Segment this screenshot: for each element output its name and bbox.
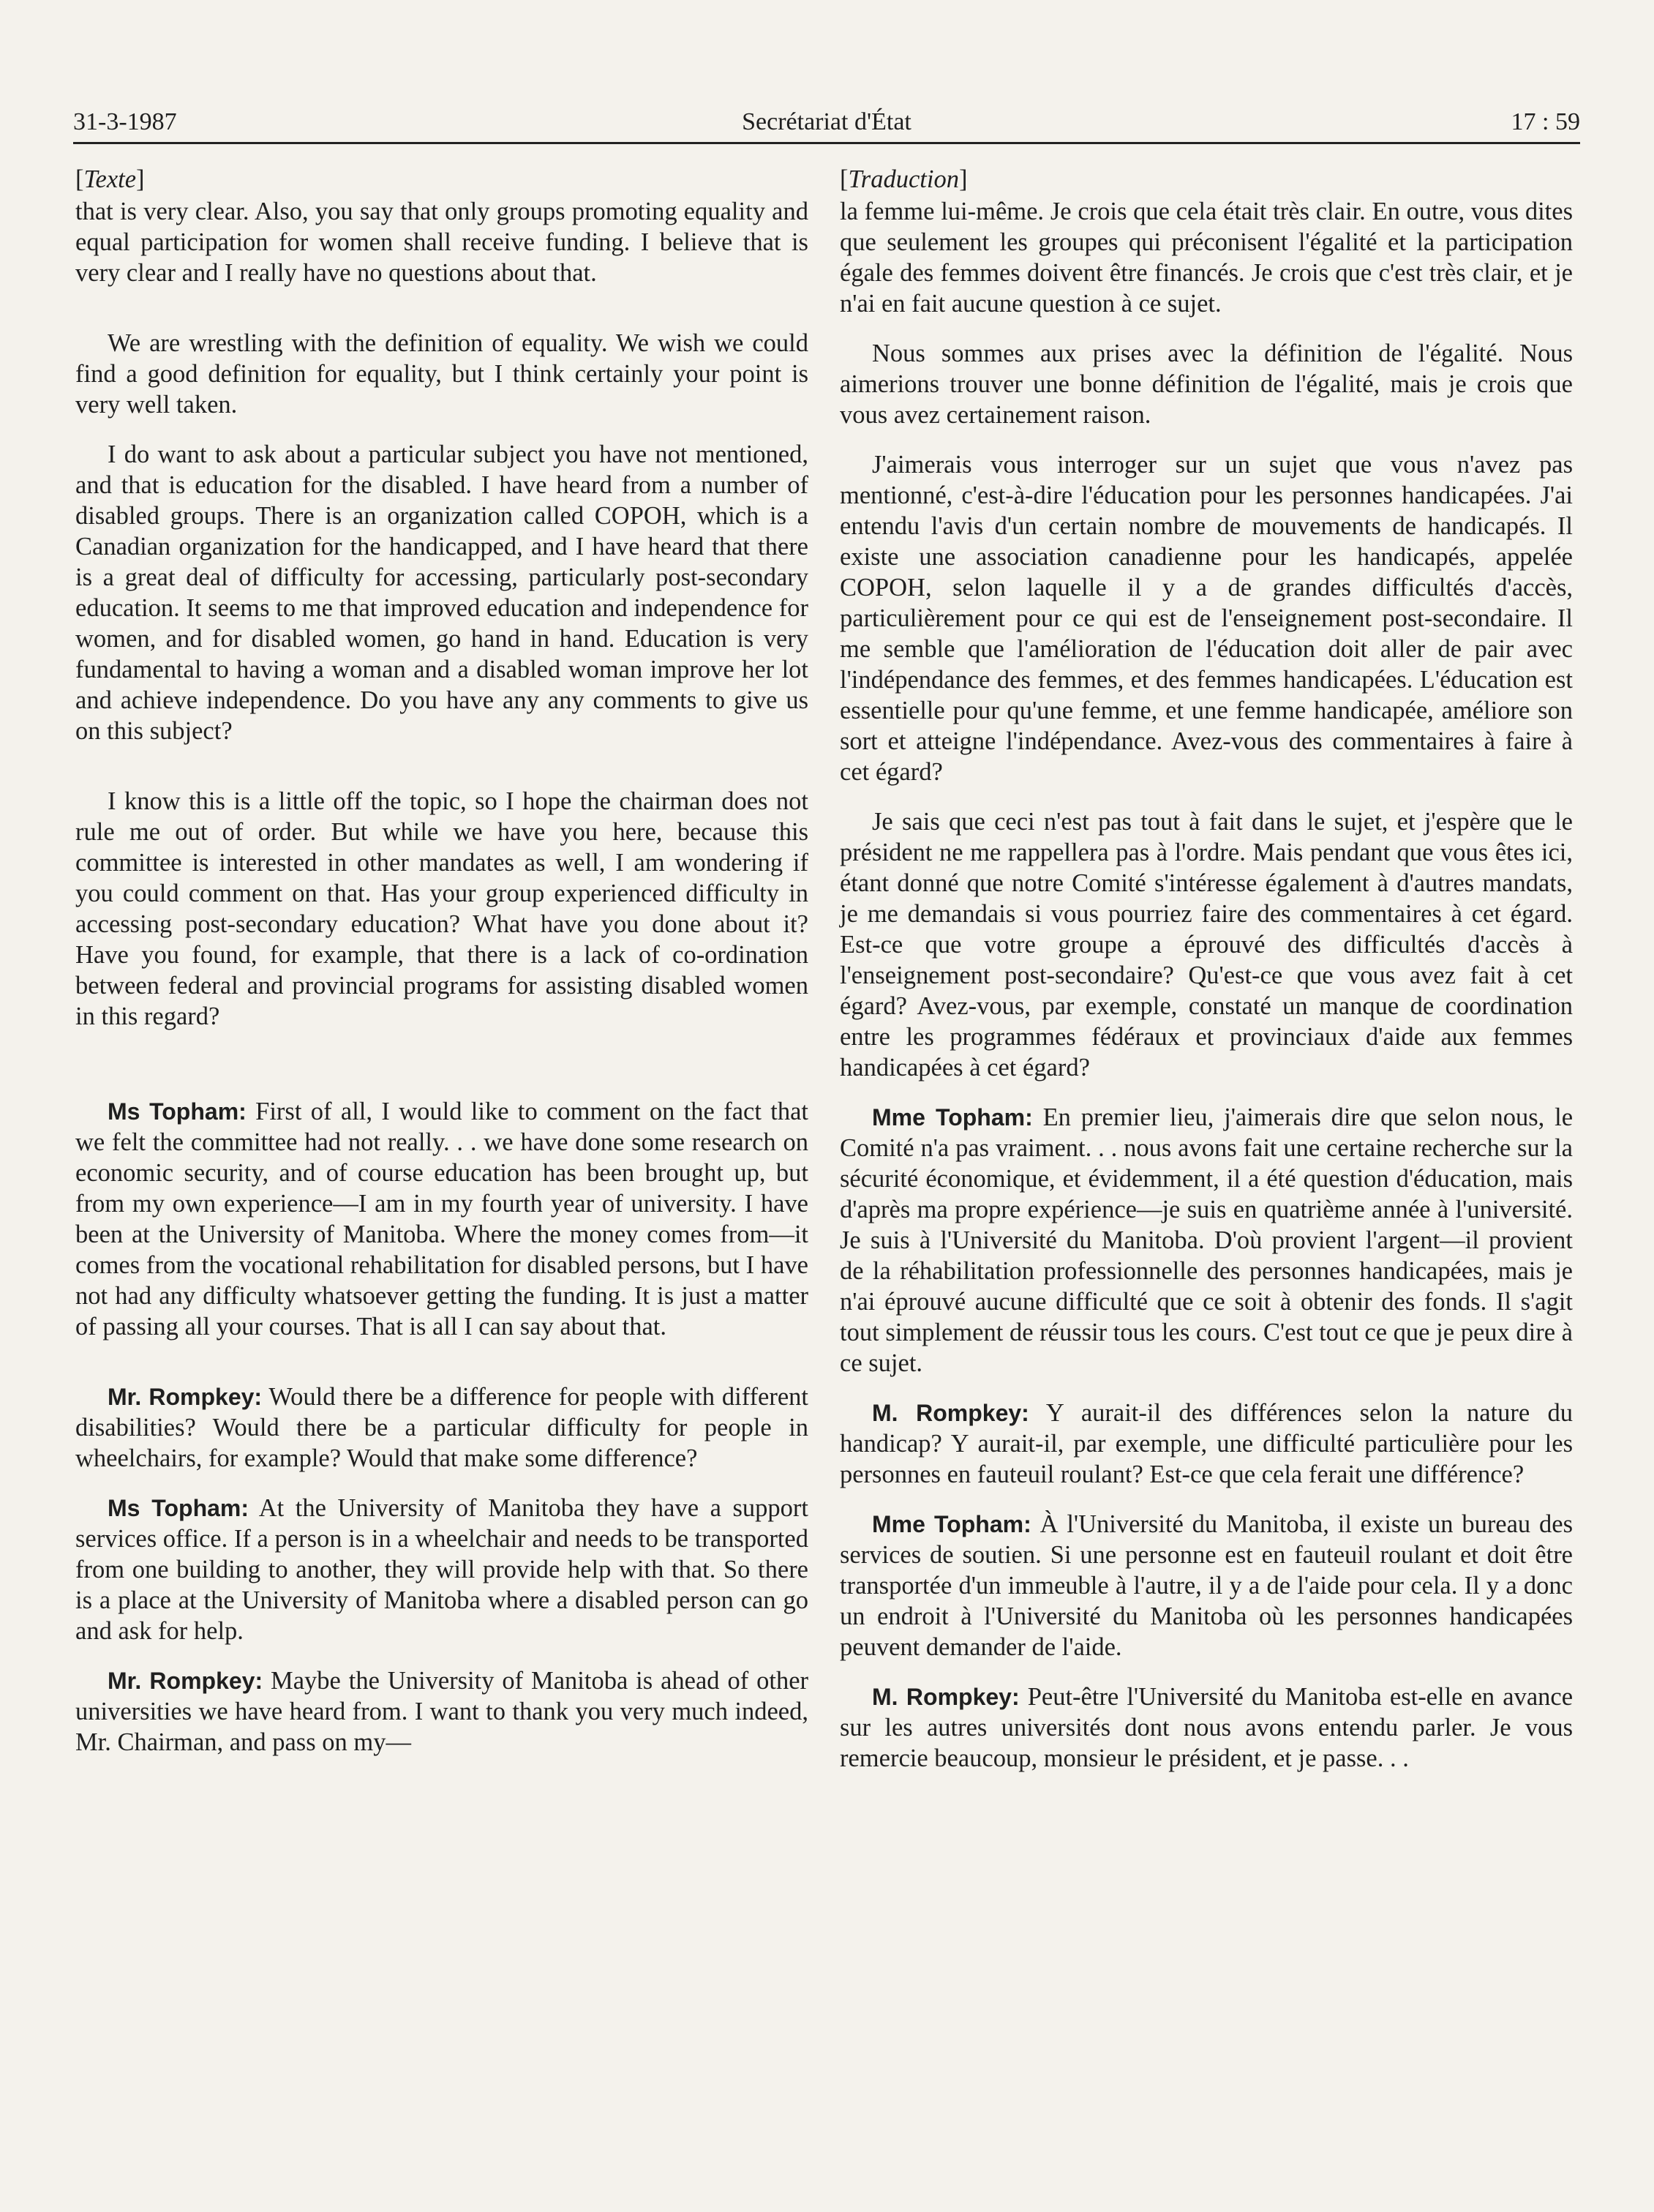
speaker-name: Mr. Rompkey: [108,1384,263,1410]
speaker-name: Mr. Rompkey: [108,1668,263,1694]
speech-text: At the University of Manitoba they have a support services office. If a person is in a wheelchair and needs to be transported from one building to another, they will provide help with that. So there is a place at the University of Manitoba where a disabled person can go and ask for help. [75,1494,808,1645]
french-column [840,164,1573,1793]
speaker-paragraph [75,1096,808,1342]
paragraph: that is very clear. Also, you say that only groups promoting equality and equal participation for women shall receive funding. I believe that is very clear and I really have no questions about that. [75,198,808,287]
speaker-paragraph [840,1102,1573,1379]
speech-text: À l'Université du Manitoba, il existe un bureau des services de soutien. Si une personne est en fauteuil roulant et doit être transportée d'un immeuble à l'autre, il y a de l'aide pour cela. Il y a donc un endroit à l'Université du Manitoba où les personnes handicapées peuvent demander de l'aide. [840,1510,1573,1661]
speech-text: En premier lieu, j'aimerais dire que selon nous, le Comité n'a pas vraiment. . . nous avons fait une certaine recherche sur la sécurité économique, et évidemment, il a été question d'éducation, mais d'après ma propre expérience—je suis en quatrième année à l'université. Je suis à l'Université du Manitoba. D'où provient l'argent—il provient de la réhabilitation professionnelle des personnes handicapées, mais je n'ai éprouvé aucune difficulté que ce soit à obtenir des fonds. Il s'agit tout simplement de réussir tous les cours. C'est tout ce que je peux dire à ce sujet. [840,1103,1574,1377]
speaker-paragraph [840,1398,1573,1490]
paragraph: We are wrestling with the definition of equality. We wish we could find a good definition for equality, but I think certainly your point is very well taken. [75,329,808,419]
paragraph: la femme lui-même. Je crois que cela était très clair. En outre, vous dites que seulement les groupes qui préconisent l'égalité et la participation égale des femmes doivent être financés. Je crois que c'est très clair, et je n'ai en fait aucune question à ce sujet. [840,198,1573,318]
paragraph: I know this is a little off the topic, so I hope the chairman does not rule me out of order. But while we have you here, because this committee is interested in other mandates as well, I am wondering if you could comment on that. Has your group experienced difficulty in accessing post-secondary education? What have you done about it? Have you found, for example, that there is a lack of co-ordination between federal and provincial programs for assisting disabled women in this regard? [75,787,808,1030]
speaker-name: Ms Topham: [108,1495,249,1521]
speech-text: Maybe the University of Manitoba is ahead of other universities we have heard from. I want to thank you very much indeed, Mr. Chairman, and pass on my— [75,1667,808,1756]
speaker-paragraph [75,1493,808,1646]
speaker-name: M. Rompkey: [872,1684,1020,1710]
paragraph: J'aimerais vous interroger sur un sujet que vous n'avez pas mentionné, c'est-à-dire l'éducation pour les personnes handicapées. J'ai entendu l'avis d'un certain nombre de mouvements de handicapés. Il existe une association canadienne pour les handicapés, appelée COPOH, selon laquelle il y a de grandes difficultés d'accès, particulièrement pour ce qui est de l'enseignement post-secondaire. Il me semble que l'amélioration de l'éducation doit aller de pair avec l'indépendance des femmes, et des femmes handicapées. L'éducation est essentielle pour qu'une femme, et une femme handicapée, améliore son sort et atteigne l'indépendance. Avez-vous des commentaires à faire à cet égard? [840,451,1573,786]
header-rule [73,142,1580,144]
running-header [73,102,1580,143]
paragraph: Je sais que ceci n'est pas tout à fait dans le sujet, et j'espère que le président ne me rappellera pas à l'ordre. Mais pendant que vous êtes ici, étant donné que notre Comité s'intéresse également à d'autres mandats, je me demandais si vous pourriez faire des commentaires à cet égard. Est-ce que votre groupe a éprouvé des difficultés d'accès à l'enseignement post-secondaire? Qu'est-ce que vous avez fait à cet égard? Avez-vous, par exemple, constaté un manque de coordination entre les programmes fédéraux et provinciaux d'aide aux femmes handicapées à cet égard? [840,808,1573,1081]
header-page-number: 17 : 59 [1511,108,1580,135]
header-title: Secrétariat d'État [742,108,911,135]
speaker-name: Mme Topham: [872,1511,1031,1537]
speaker-paragraph [840,1509,1573,1662]
paragraph: I do want to ask about a particular subject you have not mentioned, and that is education for the disabled. I have heard from a number of disabled groups. There is an organization called COPOH, which is a Canadian organization for the handicapped, and I have heard that there is a great deal of difficulty for accessing, particularly post-secondary education. It seems to me that improved education and independence for women, and for disabled women, go hand in hand. Education is very fundamental to having a woman and a disabled woman improve her lot and achieve independence. Do you have any any comments to give us on this subject? [75,440,808,745]
paragraph: Nous sommes aux prises avec la définition de l'égalité. Nous aimerions trouver une bonne définition de l'égalité, mais je crois que vous avez certainement raison. [840,340,1573,429]
column-label-traduction: [Traduction] [840,165,968,193]
speaker-name: Ms Topham: [108,1098,247,1125]
speaker-paragraph [840,1682,1573,1774]
speaker-name: Mme Topham: [872,1104,1033,1131]
header-date: 31-3-1987 [73,108,177,135]
speech-text: Peut-être l'Université du Manitoba est-elle en avance sur les autres universités dont nous avons entendu parler. Je vous remercie beaucoup, monsieur le président, et je passe. . . [840,1683,1574,1772]
speaker-name: M. Rompkey: [872,1400,1029,1426]
speaker-paragraph [75,1665,808,1758]
column-label-texte: [Texte] [75,165,145,193]
english-column [75,164,808,1777]
speech-text: First of all, I would like to comment on the fact that we felt the committee had not really. . . we have done some research on economic security, and of course education has been brought up, but from my own experience—I am in my fourth year of university. I have been at the University of Manitoba. Where the money comes from—it comes from the vocational rehabilitation for disabled persons, but I have not had any difficulty whatsoever getting the funding. It is just a matter of passing all your courses. That is all I can say about that. [75,1098,808,1341]
speech-text: Y aurait-il des différences selon la nature du handicap? Y aurait-il, par exemple, une difficulté particulière pour les personnes en fauteuil roulant? Est-ce que cela ferait une différence? [840,1399,1573,1488]
speech-text: Would there be a difference for people with different disabilities? Would there be a particular difficulty for people in wheelchairs, for example? Would that make some difference? [75,1383,809,1472]
speaker-paragraph [75,1381,808,1474]
